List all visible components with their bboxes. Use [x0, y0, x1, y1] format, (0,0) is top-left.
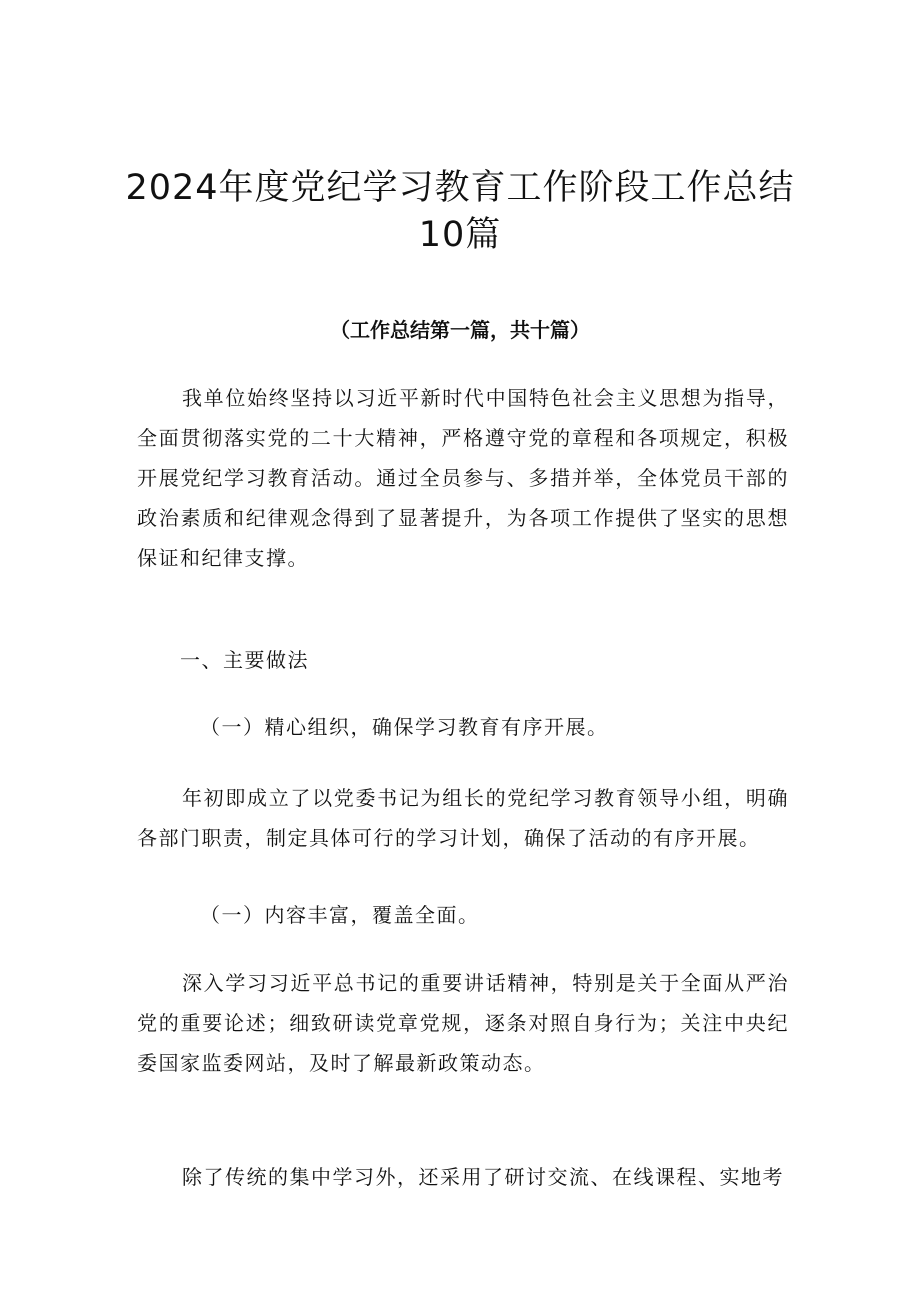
subsection-heading-content: （一）内容丰富，覆盖全面。 — [200, 903, 480, 927]
paragraph-content: 深入学习习近平总书记的重要讲话精神，特别是关于全面从严治党的重要论述；细致研读党章党规，逐条对照自身行为；关注中央纪委国家监委网站，及时了解最新政策动态。 — [137, 971, 789, 1075]
document-title-line-1: 2024年度党纪学习教育工作阶段工作总结 — [125, 168, 795, 208]
document-title-line-2: 10篇 — [418, 215, 502, 255]
document-subtitle: （工作总结第一篇，共十篇） — [330, 318, 590, 342]
subsection-heading-organization: （一）精心组织，确保学习教育有序开展。 — [200, 715, 609, 739]
paragraph-intro: 我单位始终坚持以习近平新时代中国特色社会主义思想为指导，全面贯彻落实党的二十大精神，严格遵守党的章程和各项规定，积极开展党纪学习教育活动。通过全员参与、多措并举，全体党员干部的政治素质和纪律观念得到了显著提升，为各项工作提供了坚实的思想保证和纪律支撑。 — [137, 386, 789, 570]
paragraph-organization: 年初即成立了以党委书记为组长的党纪学习教育领导小组，明确各部门职责，制定具体可行的学习计划，确保了活动的有序开展。 — [137, 786, 789, 850]
paragraph-methods: 除了传统的集中学习外，还采用了研讨交流、在线课程、实地考 — [182, 1165, 784, 1189]
section-heading-main-practices: 一、主要做法 — [180, 648, 309, 672]
